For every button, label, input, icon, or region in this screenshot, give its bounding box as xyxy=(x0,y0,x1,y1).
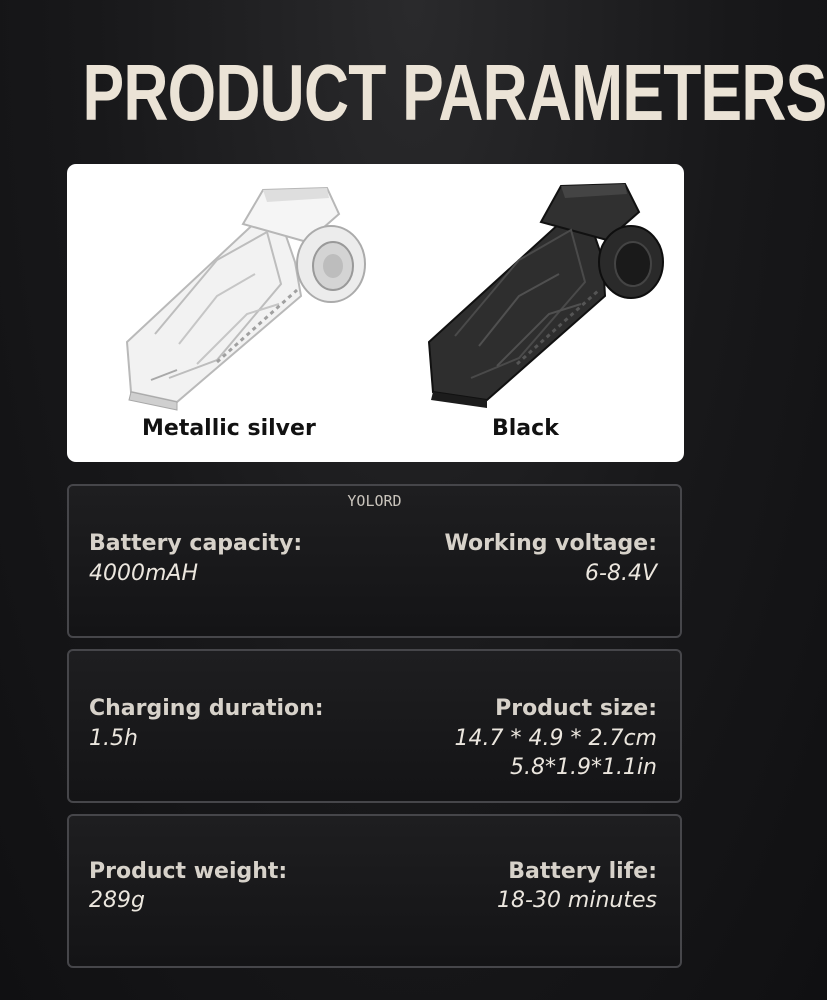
watermark-text: YOLORD xyxy=(347,492,402,510)
working-voltage-label: Working voltage: xyxy=(444,531,657,556)
variant-label-black: Black xyxy=(492,416,559,441)
product-size-label: Product size: xyxy=(495,696,657,721)
charging-duration-label: Charging duration: xyxy=(89,696,324,721)
variant-label-silver: Metallic silver xyxy=(142,416,316,441)
page-title: PRODUCT PARAMETERS xyxy=(82,48,827,137)
working-voltage-value: 6-8.4V xyxy=(585,561,657,586)
param-card-weight-life xyxy=(67,814,682,968)
battery-capacity-value: 4000mAH xyxy=(89,561,199,586)
product-weight-label: Product weight: xyxy=(89,859,288,884)
param-card-battery-voltage xyxy=(67,484,682,638)
product-weight-value: 289g xyxy=(89,888,145,913)
black-blower-image xyxy=(429,184,663,408)
product-size-value-cm: 14.7 * 4.9 * 2.7cm xyxy=(454,726,657,751)
battery-capacity-label: Battery capacity: xyxy=(89,531,303,556)
product-variants-panel xyxy=(67,164,684,462)
param-card-charging-size xyxy=(67,649,682,803)
charging-duration-value: 1.5h xyxy=(89,726,138,751)
battery-life-value: 18-30 minutes xyxy=(497,888,657,913)
product-size-value-in: 5.8*1.9*1.1in xyxy=(509,755,657,780)
silver-blower-image xyxy=(127,188,365,410)
battery-life-label: Battery life: xyxy=(508,859,657,884)
